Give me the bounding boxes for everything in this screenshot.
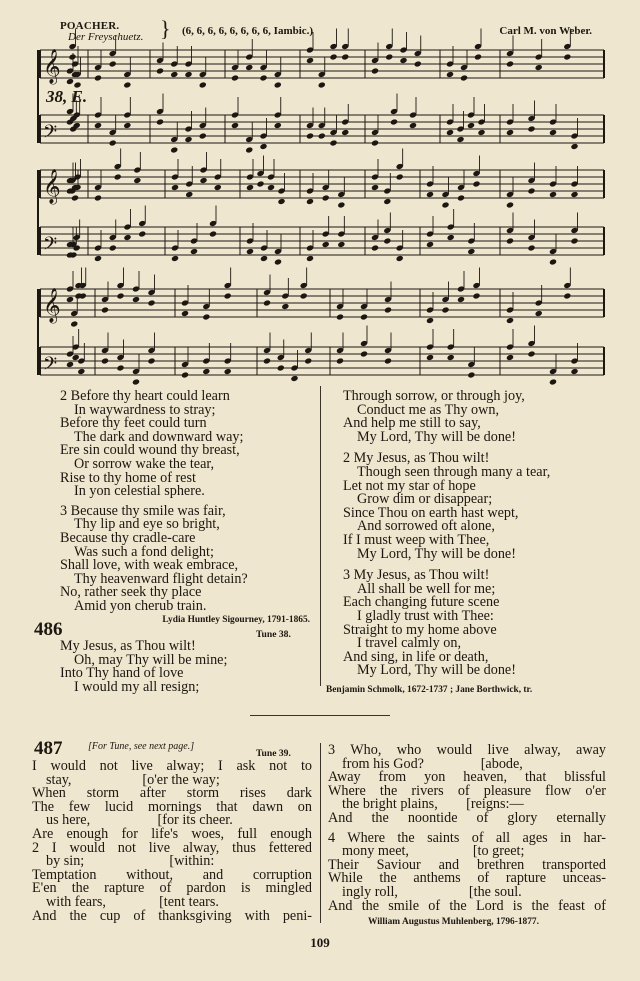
- treble-clef: 𝄞: [43, 49, 61, 84]
- page-number: 109: [310, 935, 330, 950]
- bass-clef: 𝄢: [43, 234, 58, 259]
- note-head: [414, 60, 422, 67]
- note-head: [156, 67, 164, 74]
- verse-line: Thy heavenward flight detain?: [74, 570, 248, 587]
- verse-line: 3 Who, who would live alway, away: [328, 742, 606, 758]
- verse-line: 2 Before thy heart could learn: [60, 388, 230, 404]
- note-head: [94, 74, 102, 81]
- note-head: [457, 194, 465, 201]
- note-head: [426, 191, 434, 198]
- note-head: [138, 230, 146, 237]
- note-head: [506, 60, 514, 67]
- note-head: [306, 132, 314, 139]
- meter: (6, 6, 6, 6, 6, 6, 6, 6, Iambic.): [182, 25, 314, 37]
- verse-line: Where the rivers of pleasure flow o'er: [328, 782, 606, 799]
- note-head: [147, 357, 155, 364]
- note-head: [71, 194, 79, 201]
- author-credit: William Augustus Muhlenberg, 1796-1877.: [368, 917, 539, 927]
- note-head: [274, 81, 282, 88]
- note-head: [329, 53, 337, 60]
- note-head: [549, 258, 557, 265]
- verse-line: 2 I would not live alway, thus fettered: [32, 839, 312, 856]
- note-head: [156, 118, 164, 125]
- verse-line: mony meet, [to greet;: [342, 843, 525, 860]
- tune-alt-name: Der Freyschuetz.: [68, 31, 144, 43]
- note-head: [70, 320, 78, 327]
- column-divider: [320, 386, 321, 686]
- note-head: [245, 146, 253, 153]
- note-head: [256, 180, 264, 187]
- verse-line: Thy lip and eye so bright,: [74, 516, 220, 533]
- note-head: [371, 184, 379, 191]
- note-head: [116, 364, 124, 371]
- note-head: [306, 198, 314, 205]
- verse-line: I gladly trust with Thee:: [357, 607, 494, 624]
- hymn-487-right: [328, 744, 606, 913]
- note-head: [114, 173, 122, 180]
- note-head: [306, 57, 314, 64]
- verse-line: Are enough for life's woes, full enough: [32, 825, 312, 842]
- note-head: [101, 357, 109, 364]
- note-head: [245, 64, 253, 71]
- verse-line: Amid yon cherub train.: [74, 597, 207, 614]
- verse-line: When storm after storm rises dark: [32, 785, 312, 802]
- note-head: [385, 53, 393, 60]
- note-head: [426, 317, 434, 324]
- note-head: [456, 136, 464, 143]
- note-head: [263, 299, 271, 306]
- note-head: [371, 244, 379, 251]
- note-head: [527, 350, 535, 357]
- note-head: [535, 310, 543, 317]
- note-head: [535, 64, 543, 71]
- note-head: [94, 194, 102, 201]
- verse-line: Grow dim or disappear;: [357, 491, 493, 508]
- note-head: [360, 313, 368, 320]
- note-head: [329, 139, 337, 146]
- verse-line: Into Thy hand of love: [60, 665, 184, 682]
- tune-note: [For Tune, see next page.]: [88, 741, 195, 752]
- section-divider: [250, 715, 390, 716]
- author-credit: Lydia Huntley Sigourney, 1791-1865.: [162, 614, 310, 625]
- composer: Carl M. von Weber.: [499, 25, 592, 37]
- note-head: [549, 191, 557, 198]
- note-head: [170, 146, 178, 153]
- verse-line: If I must weep with Thee,: [343, 531, 490, 548]
- note-head: [447, 354, 455, 361]
- note-head: [322, 194, 330, 201]
- note-head: [341, 53, 349, 60]
- note-head: [199, 81, 207, 88]
- note-head: [570, 368, 578, 375]
- note-head: [457, 296, 465, 303]
- verse-line: In waywardness to stray;: [74, 401, 216, 418]
- note-head: [570, 237, 578, 244]
- verse-line: Each changing future scene: [343, 594, 500, 611]
- note-head: [570, 191, 578, 198]
- note-head: [409, 122, 417, 129]
- note-head: [66, 361, 74, 368]
- verse-line: Rise to thy home of rest: [60, 469, 196, 486]
- note-head: [506, 317, 514, 324]
- verse-line: E'en the rapture of pardon is mingled: [32, 880, 312, 897]
- verse-line: 3 Because thy smile was fair,: [60, 502, 226, 519]
- note-head: [360, 350, 368, 357]
- note-head: [72, 354, 80, 361]
- verse-line: Since Thou on earth hast wept,: [343, 504, 519, 521]
- verse-line: My Lord, Thy will be done!: [357, 662, 516, 679]
- note-head: [446, 71, 454, 78]
- note-head: [527, 244, 535, 251]
- note-head: [563, 53, 571, 60]
- verse-line: Away from yon heaven, that blissful: [328, 769, 606, 786]
- note-head: [199, 177, 207, 184]
- note-head: [570, 143, 578, 150]
- note-head: [94, 255, 102, 262]
- note-head: [396, 255, 404, 262]
- note-head: [274, 122, 282, 129]
- note-head: [132, 378, 140, 385]
- verse-line: from his God? [abode,: [342, 755, 523, 772]
- note-head: [68, 53, 76, 60]
- note-head: [474, 53, 482, 60]
- note-head: [306, 255, 314, 262]
- verse-line: Temptation without, and corruption: [32, 866, 312, 883]
- tune-number: 38, E.: [46, 87, 88, 106]
- verse-line: stay, [o'er the way;: [46, 771, 220, 788]
- note-head: [246, 248, 254, 255]
- tune-reference: Tune 39.: [256, 748, 291, 759]
- note-head: [527, 125, 535, 132]
- note-head: [527, 187, 535, 194]
- verse-line: I would not live alway; I ask not to: [32, 758, 312, 774]
- note-head: [147, 299, 155, 306]
- tune-reference: Tune 38.: [256, 629, 291, 640]
- note-head: [277, 198, 285, 205]
- hymn-486-stanza-1a: [60, 640, 316, 694]
- verse-line: No, rather seek thy place: [60, 584, 202, 601]
- note-head: [66, 296, 74, 303]
- note-head: [109, 139, 117, 146]
- tune-name: POACHER.: [60, 20, 120, 32]
- note-head: [260, 255, 268, 262]
- note-head: [66, 78, 74, 85]
- note-head: [259, 143, 267, 150]
- verse-line: by sin; [within:: [46, 853, 215, 870]
- note-head: [472, 180, 480, 187]
- verse-line: I travel calmly on,: [357, 635, 462, 652]
- note-head: [123, 122, 131, 129]
- treble-clef: 𝄞: [43, 288, 61, 323]
- verse-line: And sing, in life or death,: [343, 648, 489, 665]
- verse-line: Through sorrow, or through joy,: [343, 388, 525, 404]
- note-head: [184, 136, 192, 143]
- note-head: [304, 357, 312, 364]
- verse-line: And the noontide of glory eternally: [328, 809, 606, 826]
- note-head: [549, 378, 557, 385]
- note-head: [336, 357, 344, 364]
- verse-line: 4 Where the saints of all ages in har-: [328, 829, 606, 846]
- verse-line: And the cup of thanksgiving with peni-: [32, 907, 312, 924]
- note-head: [277, 364, 285, 371]
- verse-line: While the anthems of rapture unceas-: [328, 870, 606, 887]
- note-head: [441, 306, 449, 313]
- note-head: [506, 129, 514, 136]
- note-head: [472, 292, 480, 299]
- note-head: [246, 184, 254, 191]
- note-head: [336, 313, 344, 320]
- note-head: [116, 292, 124, 299]
- note-head: [467, 122, 475, 129]
- hymn-487-left: [32, 760, 312, 923]
- verse-line: Oh, may Thy will be mine;: [74, 651, 228, 668]
- note-head: [467, 371, 475, 378]
- note-head: [318, 81, 326, 88]
- note-head: [390, 118, 398, 125]
- note-head: [467, 248, 475, 255]
- verse-line: 3 My Jesus, as Thou wilt!: [343, 567, 490, 584]
- hymn-number: 486: [34, 619, 63, 640]
- verse-line: I would my all resign;: [74, 678, 200, 695]
- note-head: [132, 296, 140, 303]
- note-head: [337, 201, 345, 208]
- verse-line: us here, [for its cheer.: [46, 812, 233, 829]
- verse-line: My Lord, Thy will be done!: [357, 545, 516, 562]
- note-head: [263, 357, 271, 364]
- note-head: [267, 184, 275, 191]
- verse-line: And sorrowed oft alone,: [357, 518, 495, 535]
- note-head: [506, 237, 514, 244]
- note-head: [549, 129, 557, 136]
- note-head: [190, 248, 198, 255]
- note-head: [199, 132, 207, 139]
- verse-line: Ere sin could wound thy breast,: [60, 442, 240, 459]
- note-head: [123, 81, 131, 88]
- verse-line: And help me still to say,: [343, 415, 481, 432]
- verse-line: All shall be well for me;: [357, 580, 496, 597]
- note-head: [202, 313, 210, 320]
- verse-line: Their Saviour and brethren transported: [328, 856, 606, 873]
- note-head: [371, 139, 379, 146]
- note-head: [214, 184, 222, 191]
- verse-line: Let not my star of hope: [343, 477, 476, 494]
- author-credit: Benjamin Schmolk, 1672-1737 ; Jane Borthwick, tr.: [326, 685, 533, 695]
- note-head: [341, 129, 349, 136]
- note-head: [460, 74, 468, 81]
- note-head: [231, 74, 239, 81]
- note-head: [133, 177, 141, 184]
- verse-line: Shall love, with weak embrace,: [60, 557, 239, 574]
- note-head: [259, 74, 267, 81]
- verse-line: The dark and downward way;: [74, 428, 244, 445]
- note-head: [231, 122, 239, 129]
- verse-line: Before thy feet could turn: [60, 415, 207, 432]
- verse-line: ingly roll, [the soul.: [342, 883, 522, 900]
- note-head: [281, 303, 289, 310]
- note-head: [224, 292, 232, 299]
- hymn-486-stanzas: [343, 390, 611, 678]
- note-head: [447, 234, 455, 241]
- note-head: [171, 255, 179, 262]
- note-head: [383, 198, 391, 205]
- note-head: [384, 357, 392, 364]
- verse-line: Straight to my home above: [343, 621, 497, 638]
- bass-clef: 𝄢: [43, 122, 58, 147]
- note-head: [506, 201, 514, 208]
- note-head: [396, 173, 404, 180]
- note-head: [477, 129, 485, 136]
- note-head: [290, 375, 298, 382]
- note-head: [209, 230, 217, 237]
- note-head: [77, 368, 85, 375]
- note-head: [399, 57, 407, 64]
- verse-line: And the smile of the Lord is the feast of: [328, 897, 606, 914]
- hymn-485-stanzas: [60, 390, 316, 627]
- verse-line: The few lucid mornings that dawn on: [32, 798, 312, 815]
- hymn-number: 487: [34, 738, 63, 759]
- note-head: [371, 67, 379, 74]
- note-head: [426, 354, 434, 361]
- note-head: [384, 306, 392, 313]
- note-head: [322, 241, 330, 248]
- brace-glyph: }: [160, 16, 171, 41]
- column-divider: [320, 743, 321, 923]
- verse-line: My Lord, Thy will be done!: [357, 428, 516, 445]
- verse-line: My Jesus, as Thou wilt!: [60, 638, 196, 654]
- note-head: [170, 71, 178, 78]
- verse-line: the bright plains, [reigns:—: [342, 796, 524, 813]
- note-head: [274, 258, 282, 265]
- note-head: [109, 60, 117, 67]
- verse-line: Was such a fond delight;: [74, 543, 214, 560]
- note-head: [426, 241, 434, 248]
- note-head: [441, 201, 449, 208]
- verse-line: Or sorrow wake the tear,: [74, 455, 215, 472]
- music-score: [0, 0, 640, 390]
- note-head: [446, 129, 454, 136]
- note-head: [109, 244, 117, 251]
- verse-line: 2 My Jesus, as Thou wilt!: [343, 450, 490, 467]
- note-head: [506, 354, 514, 361]
- note-head: [184, 71, 192, 78]
- bass-clef: 𝄢: [43, 354, 58, 379]
- note-head: [94, 122, 102, 129]
- note-head: [185, 191, 193, 198]
- note-head: [300, 292, 308, 299]
- verse-line: In yon celestial sphere.: [74, 483, 205, 500]
- note-head: [202, 368, 210, 375]
- note-head: [383, 237, 391, 244]
- note-head: [101, 306, 109, 313]
- verse-line: with fears, [tent tears.: [46, 893, 219, 910]
- note-head: [181, 371, 189, 378]
- note-head: [337, 241, 345, 248]
- note-head: [224, 368, 232, 375]
- verse-line: Conduct me as Thy own,: [357, 401, 499, 418]
- treble-clef: 𝄞: [43, 169, 61, 204]
- note-head: [171, 184, 179, 191]
- verse-line: Though seen through many a tear,: [357, 463, 551, 480]
- note-head: [318, 132, 326, 139]
- note-head: [123, 234, 131, 241]
- note-head: [563, 292, 571, 299]
- note-head: [181, 310, 189, 317]
- verse-line: Because thy cradle-care: [60, 529, 196, 546]
